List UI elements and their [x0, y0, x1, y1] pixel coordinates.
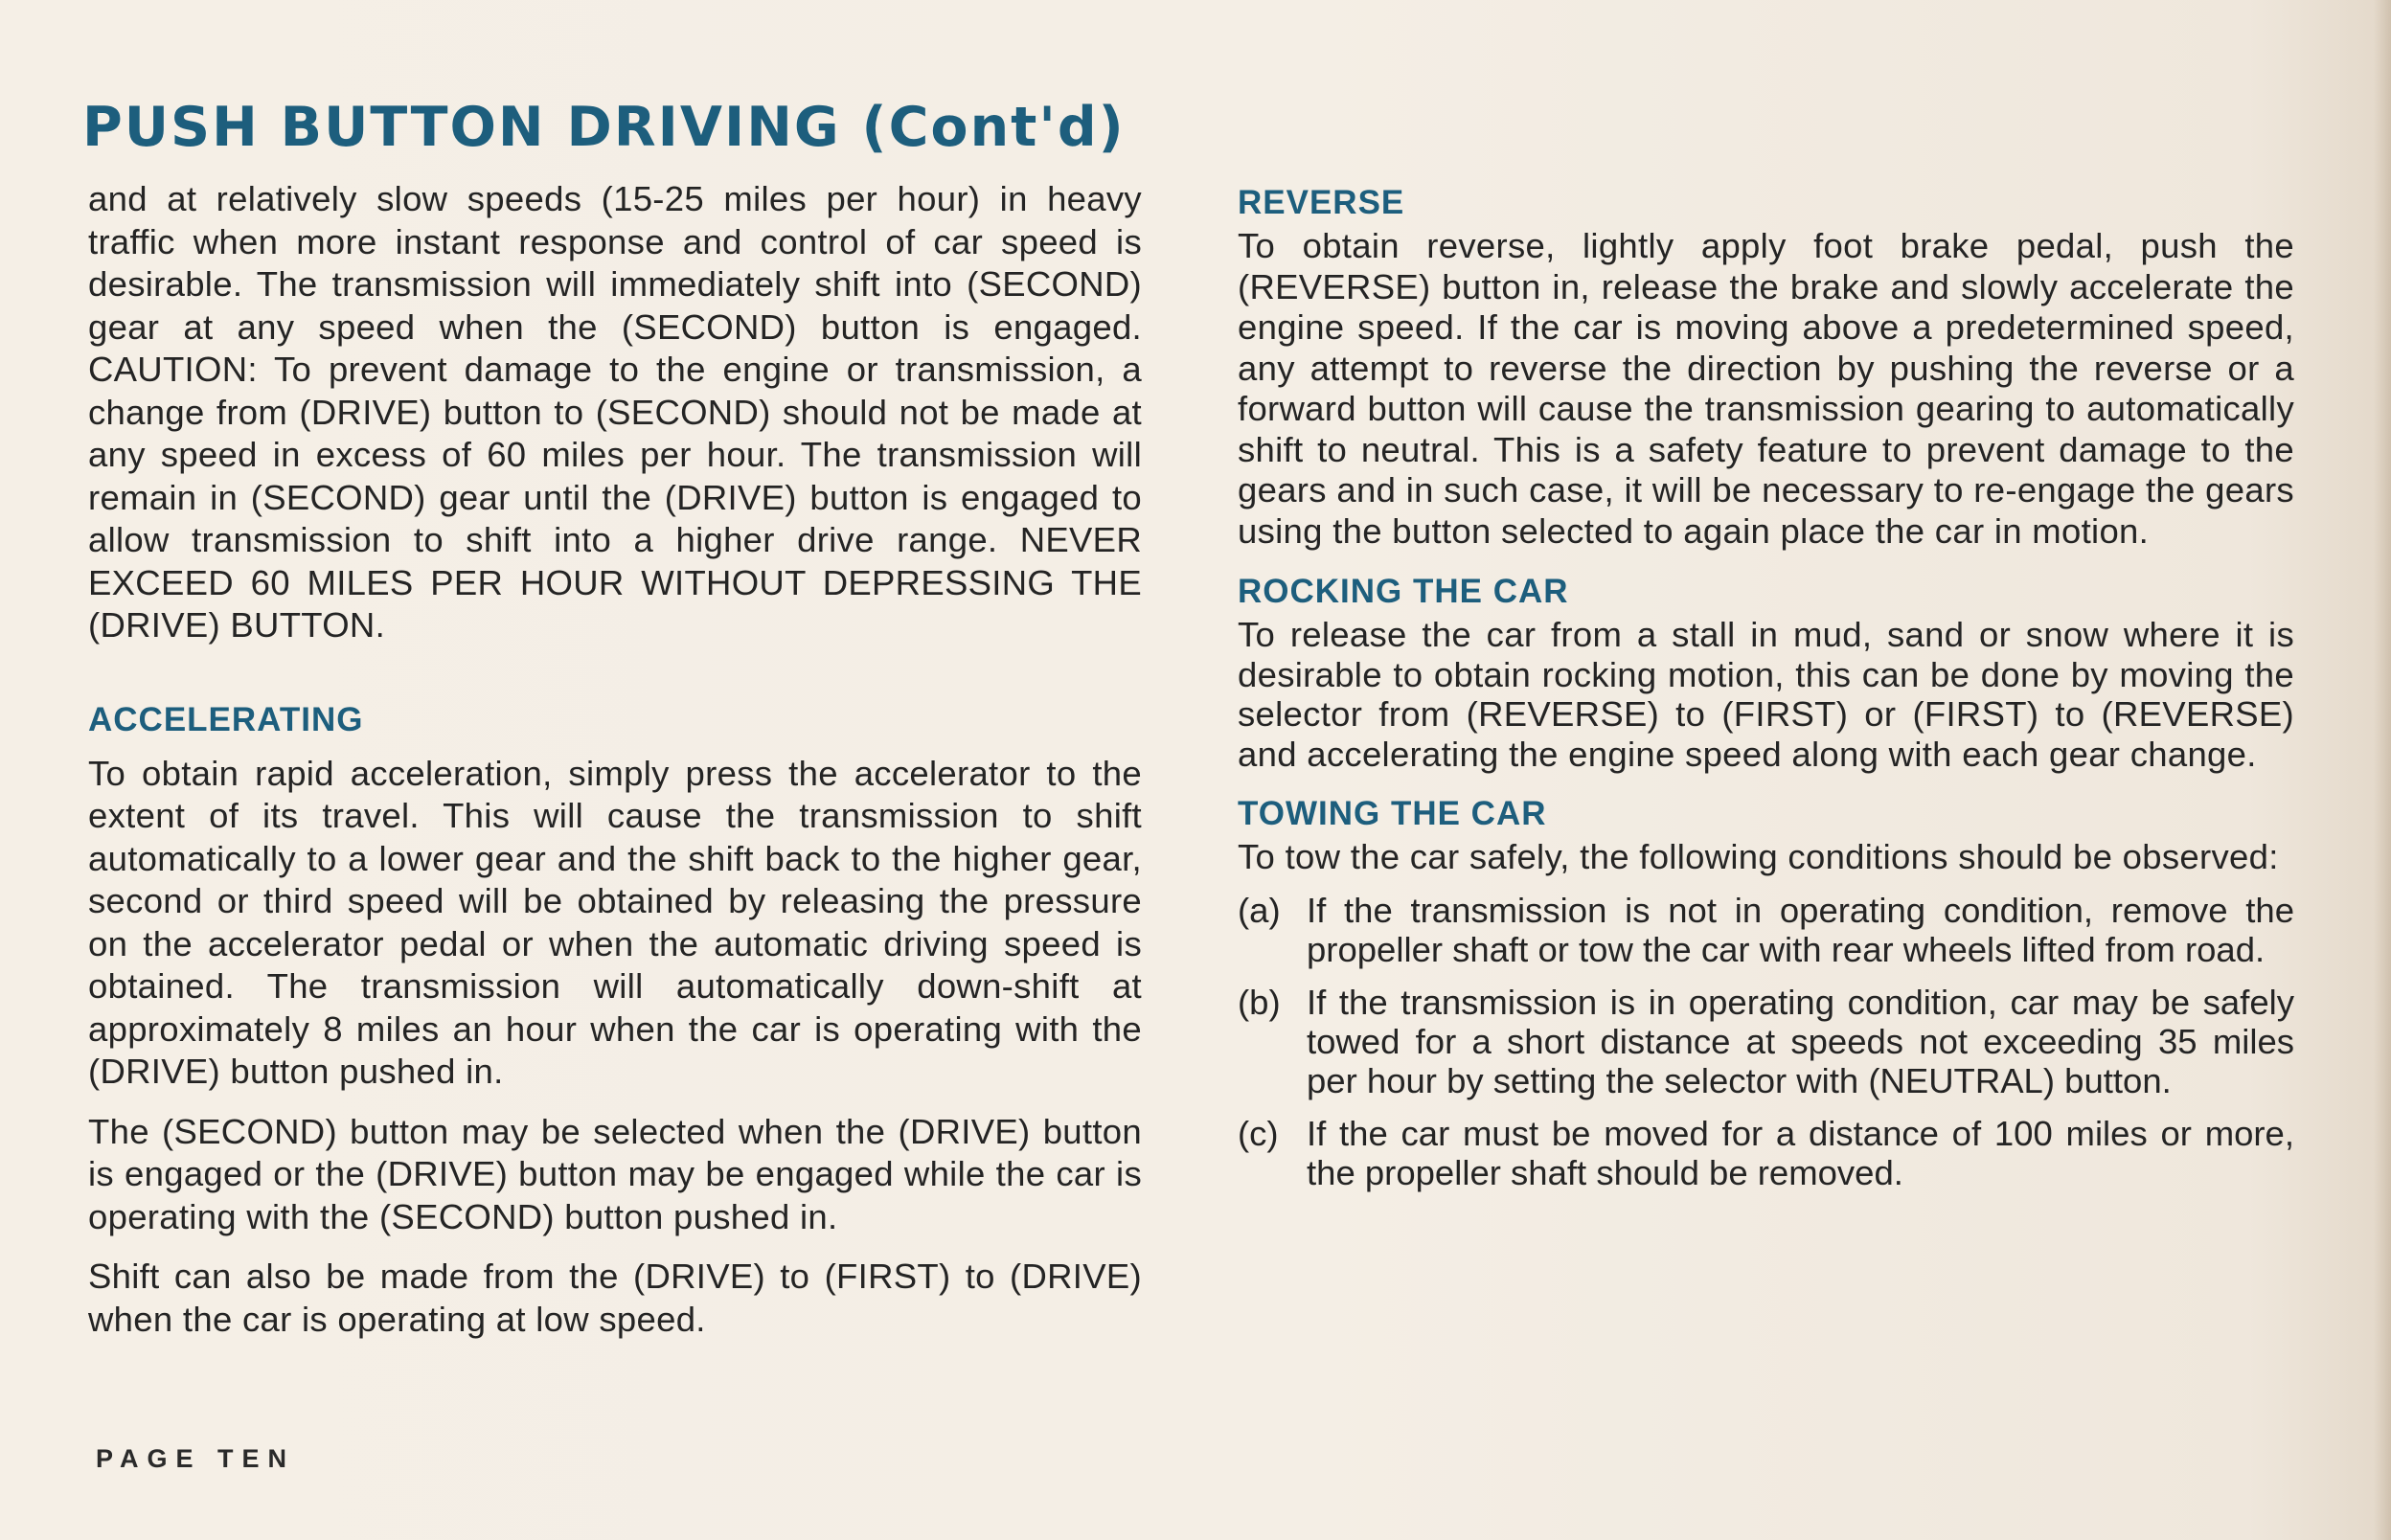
- page-title: PUSH BUTTON DRIVING (Cont'd): [82, 96, 1126, 159]
- page-number-footer: PAGE TEN: [96, 1444, 296, 1473]
- rocking-paragraph: To release the car from a stall in mud, sand or snow where it is desirable to obtain rocking motion, this can be done by moving the selector from (REVERSE) to (FIRST) or (FIRST) to (REVERSE) and accelerating the engine speed along with each gear change.: [1238, 615, 2294, 774]
- reverse-paragraph: To obtain reverse, lightly apply foot brake pedal, push the (REVERSE) button in, release the brake and slowly accelerate the engine speed. If the car is moving above a predetermined speed, any attempt to reverse the direction by pushing the reverse or a forward button will cause the transmission gearing to automatically shift to neutral. This is a safety feature to prevent damage to the gears and in such case, it will be necessary to re-engage the gears using the button selected to again place the car in motion.: [1238, 226, 2294, 551]
- towing-heading: TOWING THE CAR: [1238, 795, 1547, 832]
- item-text: If the transmission is in operating condition, car may be safely towed for a short distance at speeds not exceeding 35 miles per hour by setting the selector with (NEUTRAL) button.: [1307, 982, 2294, 1100]
- accelerating-paragraph-3: Shift can also be made from the (DRIVE) to (FIRST) to (DRIVE) when the car is operating at low speed.: [88, 1257, 1142, 1339]
- intro-paragraph: and at relatively slow speeds (15-25 miles per hour) in heavy traffic when more instant response and control of car speed is desirable. The transmission will immediately shift into (SECOND) gear at any speed when the (SECOND) button is engaged. CAUTION: To prevent damage to the engine or transmission, a change from (DRIVE) button to (SECOND) should not be made at any speed in excess of 60 miles per hour. The transmission will remain in (SECOND) gear until the (DRIVE) button is engaged to allow transmission to shift into a higher drive range. NEVER EXCEED 60 MILES PER HOUR WITHOUT DEPRESSING THE (DRIVE) BUTTON.: [88, 179, 1142, 645]
- accelerating-heading: ACCELERATING: [88, 700, 364, 738]
- right-column: [1238, 182, 2294, 1192]
- page-edge-shadow: [2374, 0, 2391, 1540]
- item-label: (c): [1238, 1113, 1279, 1153]
- item-label: (b): [1238, 982, 1281, 1022]
- accelerating-paragraph-1: To obtain rapid acceleration, simply press the accelerator to the extent of its travel. This will cause the transmission to shift automatically to a lower gear and the shift back to the higher gear, second or third speed will be obtained by releasing the pressure on the accelerator pedal or when the automatic driving speed is obtained. The transmission will automatically down-shift at approximately 8 miles an hour when the car is operating with the (DRIVE) button pushed in.: [88, 753, 1142, 1091]
- accelerating-paragraph-2: The (SECOND) button may be selected when the (DRIVE) button is engaged or the (DRIVE) button may be engaged while the car is operating with the (SECOND) button pushed in.: [88, 1111, 1142, 1236]
- item-label: (a): [1238, 890, 1281, 930]
- item-text: If the car must be moved for a distance of 100 miles or more, the propeller shaft should be removed.: [1307, 1113, 2294, 1192]
- item-text: If the transmission is not in operating condition, remove the propeller shaft or tow the car with rear wheels lifted from road.: [1307, 890, 2294, 969]
- towing-item-a: [1238, 891, 2294, 969]
- towing-intro: To tow the car safely, the following conditions should be observed:: [1238, 837, 2279, 876]
- reverse-heading: REVERSE: [1238, 184, 1405, 221]
- towing-item-c: [1238, 1114, 2294, 1192]
- left-column: [88, 178, 1142, 1341]
- rocking-heading: ROCKING THE CAR: [1238, 573, 1569, 610]
- towing-item-b: [1238, 983, 2294, 1100]
